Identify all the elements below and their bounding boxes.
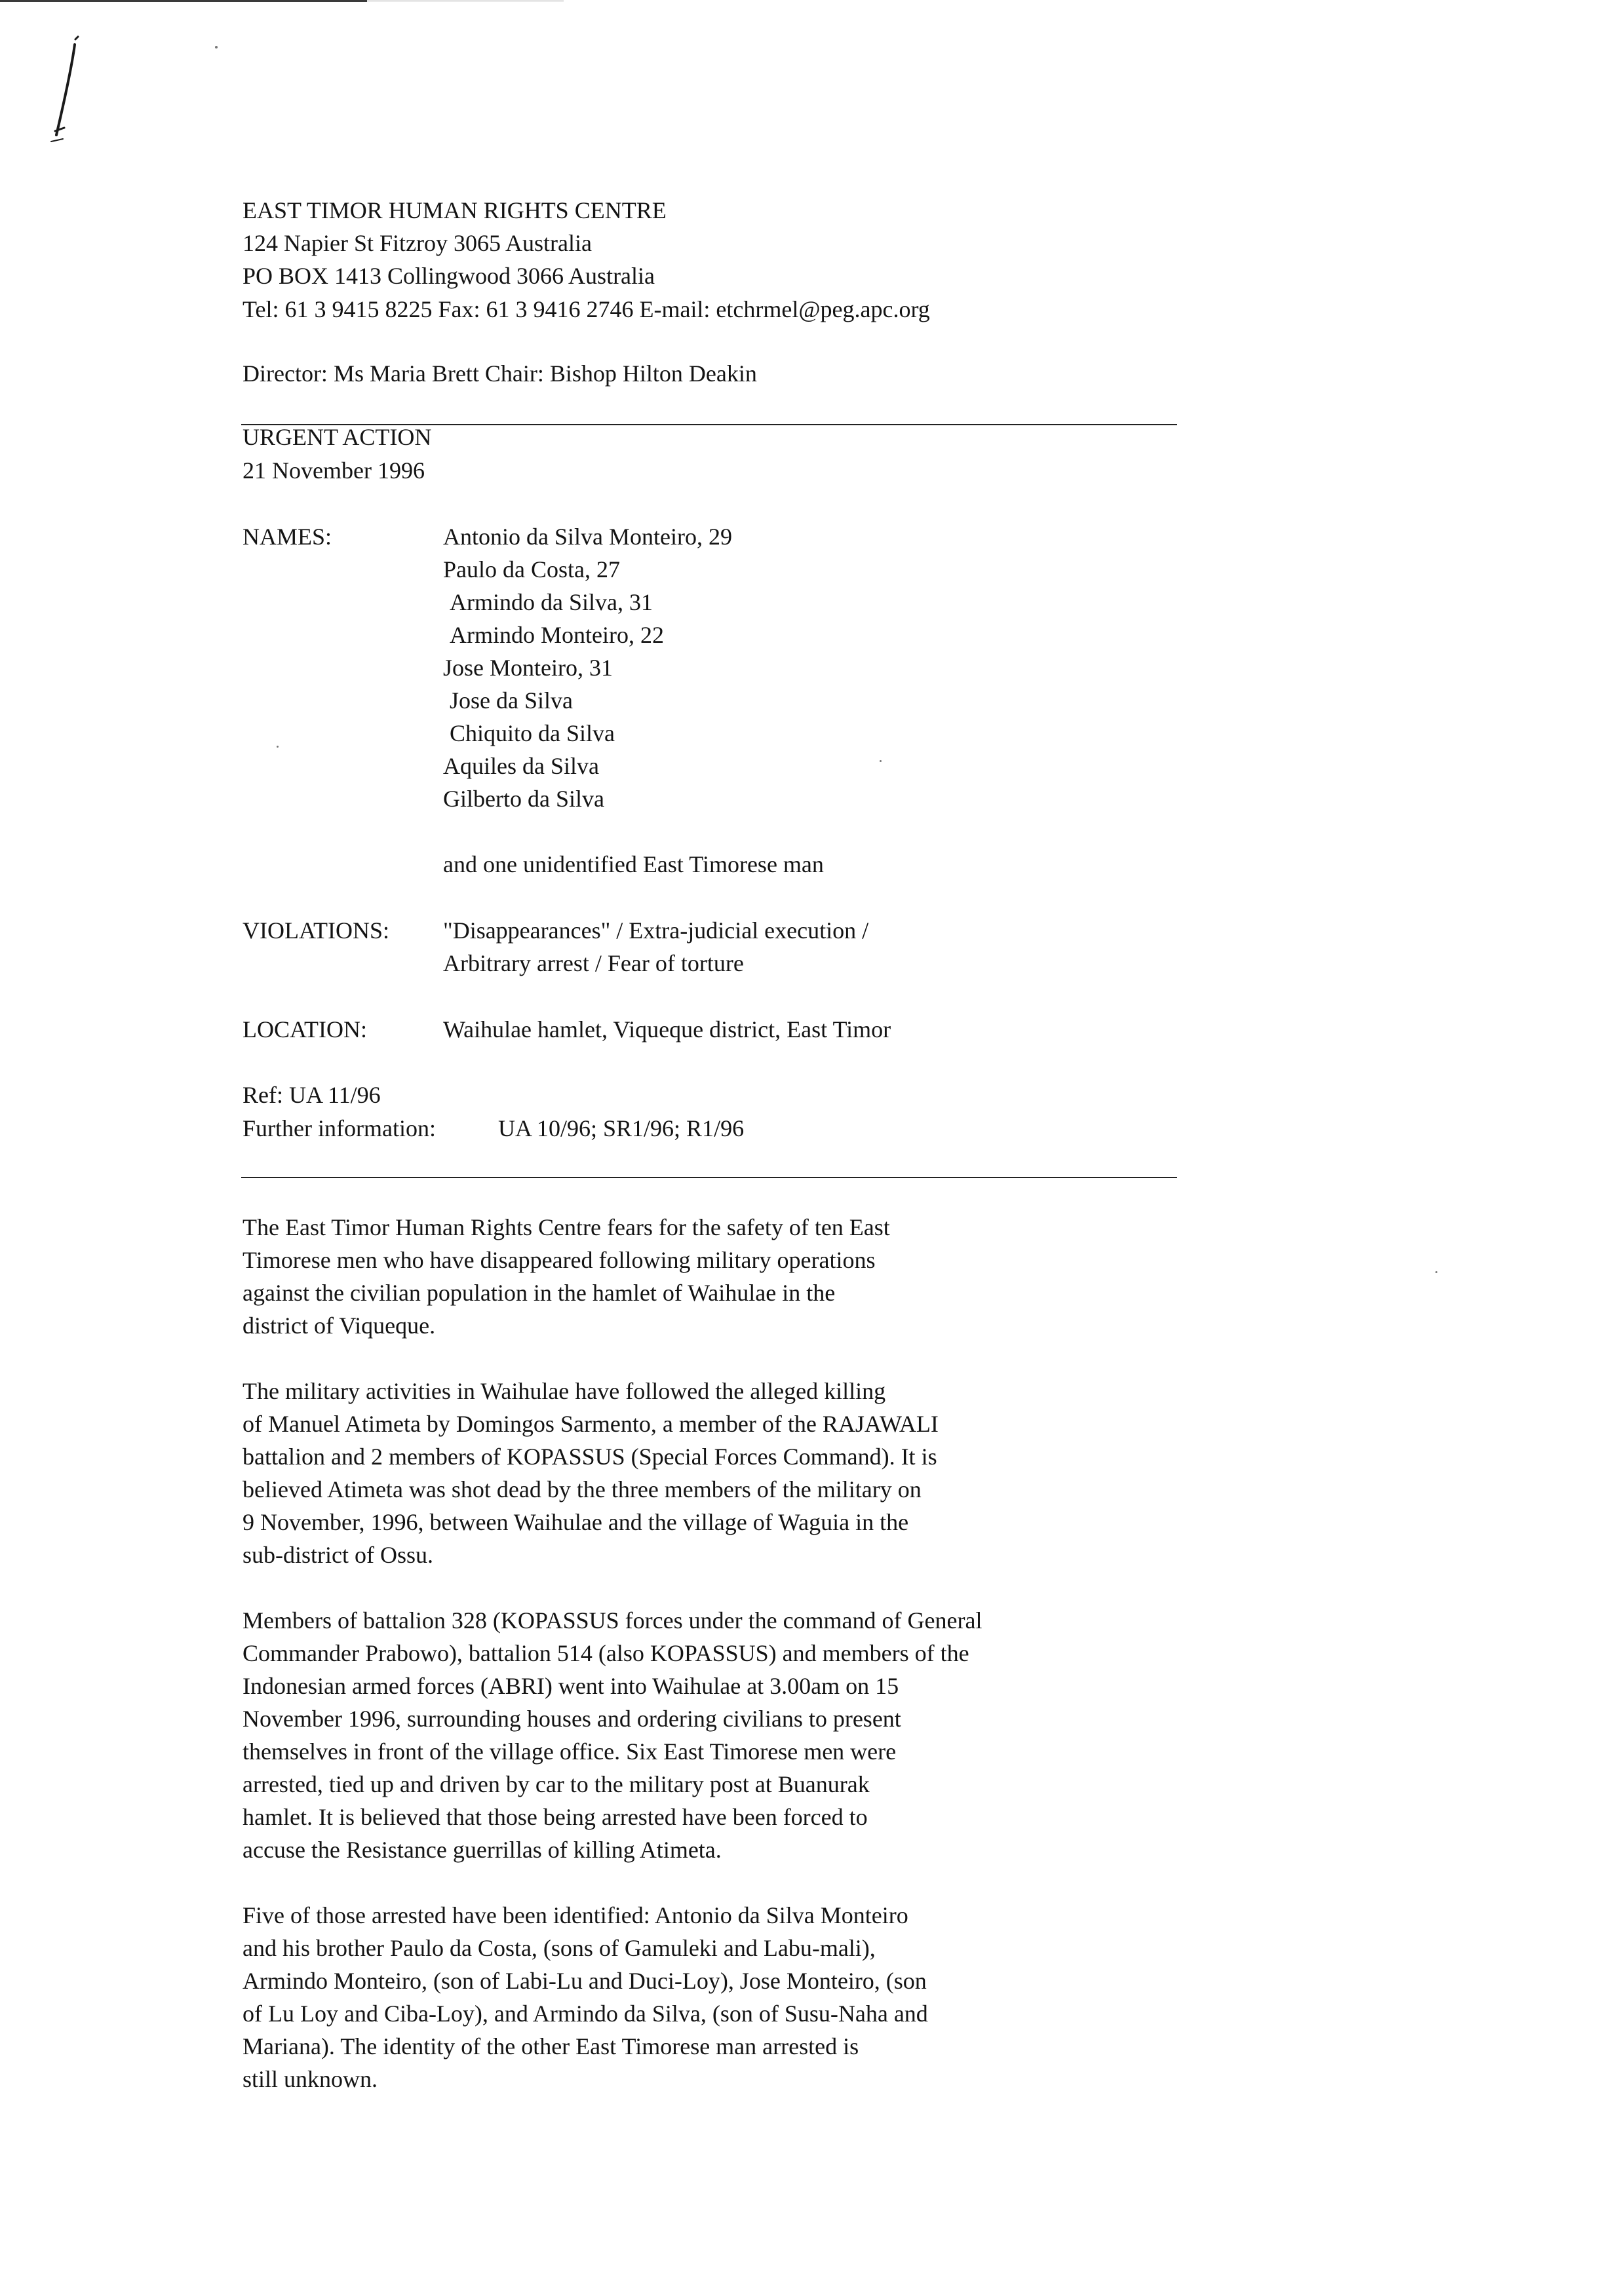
divider-bottom [241,1177,1177,1178]
body-paragraph-4-line: still unknown. [243,2066,378,2092]
body-paragraph-1-line: against the civilian population in the hamlet of Waihulae in the [243,1280,836,1306]
body-paragraph-3-line: November 1996, surrounding houses and ordering civilians to present [243,1706,901,1732]
body-paragraph-2-line: The military activities in Waihulae have followed the alleged killing [243,1378,886,1404]
org-name: EAST TIMOR HUMAN RIGHTS CENTRE [243,197,667,223]
action-date: 21 November 1996 [243,457,425,484]
names-extra: and one unidentified East Timorese man [443,851,824,877]
ref-line: Ref: UA 11/96 [243,1082,381,1108]
body-paragraph-3-line: Indonesian armed forces (ABRI) went into Waihulae at 3.00am on 15 [243,1673,899,1699]
body-paragraph-2-line: of Manuel Atimeta by Domingos Sarmento, a member of the RAJAWALI [243,1411,939,1437]
location-label: LOCATION: [243,1016,367,1043]
body-paragraph-2-line: sub-district of Ossu. [243,1542,433,1568]
body-paragraph-3-line: Members of battalion 328 (KOPASSUS forces under the command of General [243,1607,983,1634]
body-paragraph-2-line: believed Atimeta was shot dead by the three members of the military on [243,1476,922,1502]
body-paragraph-4-line: and his brother Paulo da Costa, (sons of Gamuleki and Labu-mali), [243,1935,876,1961]
body-paragraph-2-line: 9 November, 1996, between Waihulae and the village of Waguia in the [243,1509,909,1535]
name-item: Aquiles da Silva [443,753,599,779]
scan-speck [277,746,279,748]
name-item: Armindo da Silva, 31 [450,589,653,615]
body-paragraph-3-line: themselves in front of the village office. Six East Timorese men were [243,1738,897,1765]
violations-label: VIOLATIONS: [243,917,389,944]
body-paragraph-3-line: hamlet. It is believed that those being arrested have been forced to [243,1804,868,1830]
body-paragraph-3-line: arrested, tied up and driven by car to the military post at Buanurak [243,1771,870,1797]
violations-line-1: "Disappearances" / Extra-judicial execution / [443,917,869,944]
officers-line: Director: Ms Maria Brett Chair: Bishop Hilton Deakin [243,360,757,387]
violations-line-2: Arbitrary arrest / Fear of torture [443,950,744,976]
body-paragraph-1-line: district of Viqueque. [243,1312,436,1339]
scan-speck [1435,1271,1437,1273]
further-info-value: UA 10/96; SR1/96; R1/96 [498,1115,745,1141]
scan-speck [880,760,882,762]
body-paragraph-4-line: of Lu Loy and Ciba-Loy), and Armindo da Silva, (son of Susu-Naha and [243,2000,928,2027]
body-paragraph-4-line: Mariana). The identity of the other East Timorese man arrested is [243,2033,859,2059]
contact-line: Tel: 61 3 9415 8225 Fax: 61 3 9416 2746 E-mail: etchrmel@peg.apc.org [243,296,930,322]
scan-speck [215,46,218,48]
handwritten-mark [39,33,92,144]
names-label: NAMES: [243,524,332,550]
address-line-1: 124 Napier St Fitzroy 3065 Australia [243,230,592,256]
address-line-2: PO BOX 1413 Collingwood 3066 Australia [243,263,655,289]
body-paragraph-3-line: Commander Prabowo), battalion 514 (also KOPASSUS) and members of the [243,1640,969,1666]
name-item: Gilberto da Silva [443,786,604,812]
body-paragraph-1-line: The East Timor Human Rights Centre fears for the safety of ten East [243,1214,890,1240]
name-item: Jose Monteiro, 31 [443,655,613,681]
body-paragraph-4-line: Armindo Monteiro, (son of Labi-Lu and Duci-Loy), Jose Monteiro, (son [243,1968,927,1994]
name-item: Armindo Monteiro, 22 [450,622,664,648]
body-paragraph-3-line: accuse the Resistance guerrillas of killing Atimeta. [243,1837,722,1863]
name-item: Chiquito da Silva [450,720,615,746]
name-item: Jose da Silva [450,687,573,714]
body-paragraph-2-line: battalion and 2 members of KOPASSUS (Special Forces Command). It is [243,1444,937,1470]
action-title: URGENT ACTION [243,424,432,450]
name-item: Antonio da Silva Monteiro, 29 [443,524,732,550]
name-item: Paulo da Costa, 27 [443,556,620,583]
scan-edge-line [0,0,367,2]
location-value: Waihulae hamlet, Viqueque district, East Timor [443,1016,891,1043]
body-paragraph-4-line: Five of those arrested have been identified: Antonio da Silva Monteiro [243,1902,908,1928]
body-paragraph-1-line: Timorese men who have disappeared following military operations [243,1247,876,1273]
further-info-label: Further information: [243,1115,436,1141]
